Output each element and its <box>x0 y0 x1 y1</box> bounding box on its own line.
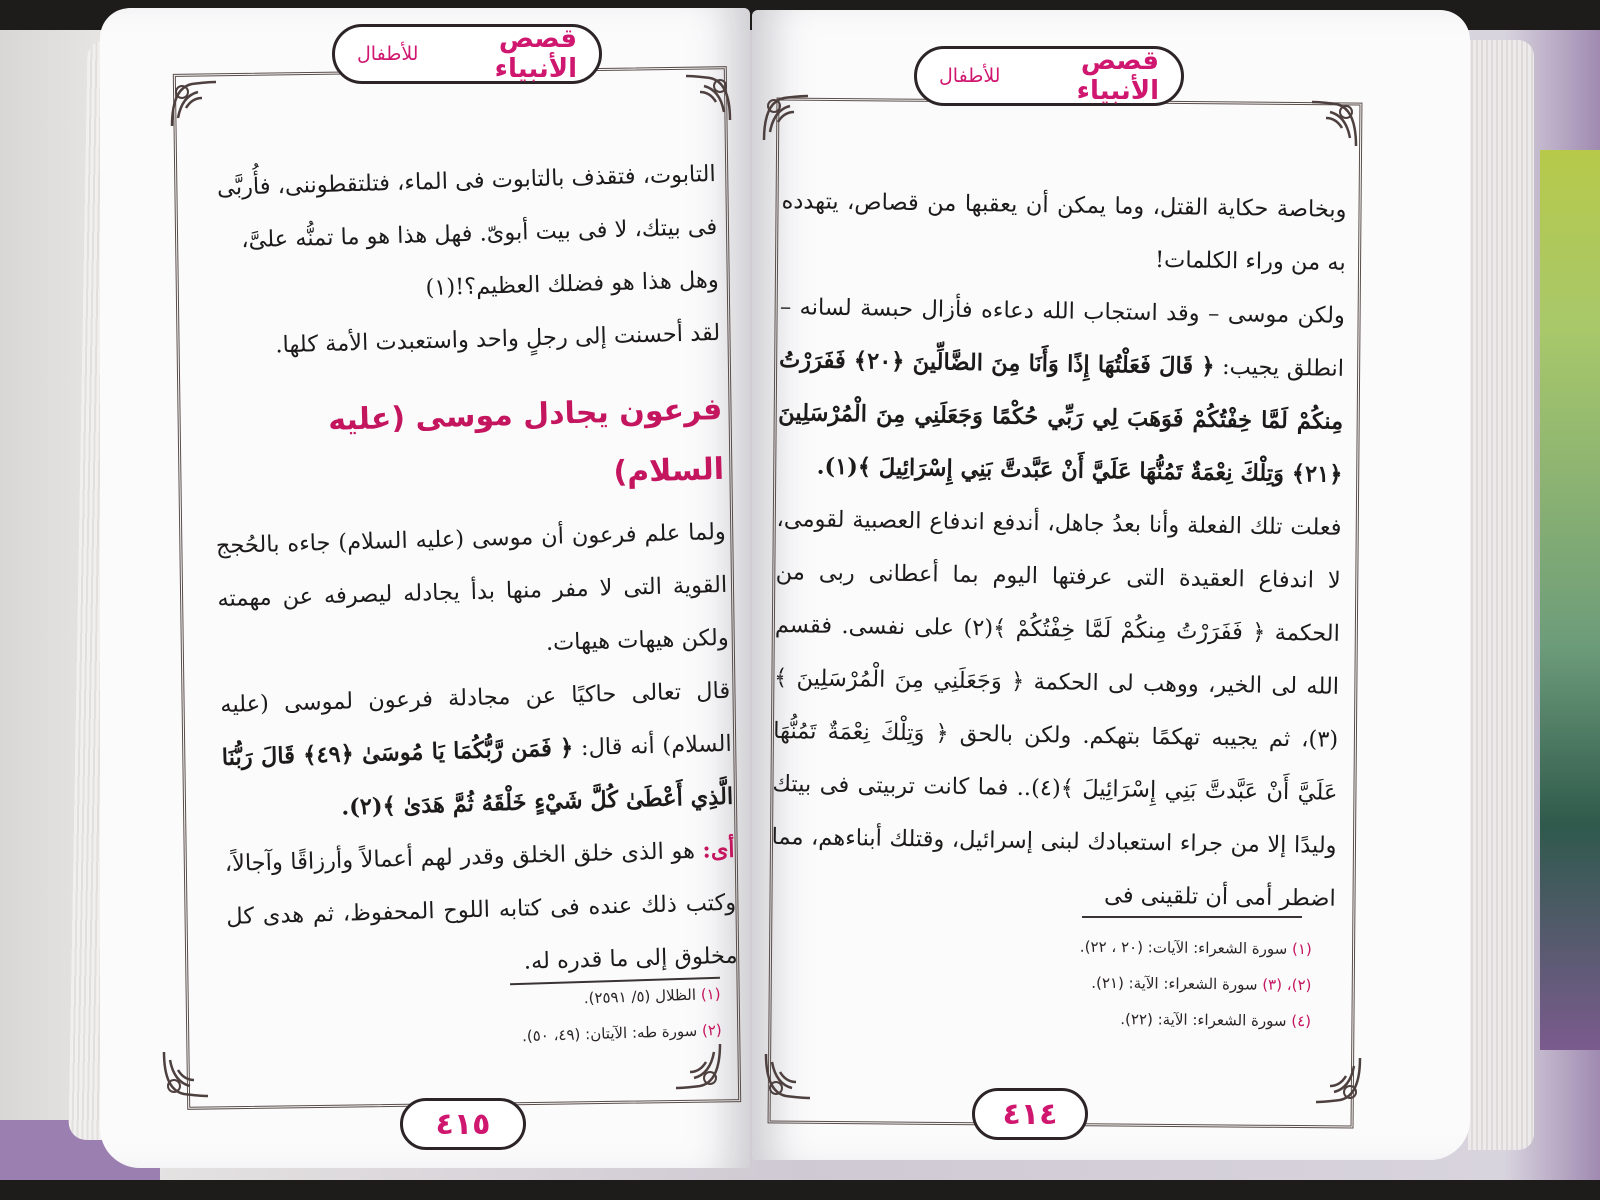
footnote-rule <box>1082 916 1302 918</box>
cover-artwork <box>1540 150 1600 1050</box>
text-line: لقد أحسنت إلى رجلٍ واحد واستعبدت الأمة كلها. <box>275 319 721 359</box>
corner-ornament-icon <box>682 72 734 124</box>
text-line: فى بيتك، لا فى بيت أبوىّ. فهل هذا هو ما تمنُّه علىَّ، <box>240 213 718 254</box>
footnote-text: سورة الشعراء: الآية: (٢١). <box>1091 973 1258 994</box>
footnotes <box>490 976 722 1055</box>
page-number: ٤١٤ <box>972 1088 1088 1140</box>
page-stack-right <box>1468 40 1534 1150</box>
paragraph-text: هو الذى خلق الخلق وقدر لهم أعمالاً وأرزاقًا وآجالاً، وكتب ذلك عنده فى كتابه اللوح المحفوظ، ثم هدى كل مخلوق إلى ما قدره له. <box>224 837 738 975</box>
footnote-number: (٢)، (٣) <box>1262 975 1312 995</box>
footnote-number: (١) <box>1291 939 1312 959</box>
header-title: قصص الأنبياء <box>1076 46 1159 106</box>
left-page-body <box>205 148 738 997</box>
footnote <box>1011 964 1311 1003</box>
header-subtitle: للأطفال <box>939 65 1001 87</box>
right-page-body <box>770 175 1347 926</box>
footnote-number: (١) <box>700 984 721 1004</box>
footnote <box>491 1012 722 1055</box>
corner-ornament-icon <box>760 92 812 144</box>
header-title: قصص الأنبياء <box>494 24 577 84</box>
left-page <box>100 8 750 1168</box>
quran-verse: ﴿ فَمَن رَّبُّكُمَا يَا مُوسَىٰ ﴿٤٩﴾ قَالَ رَبُّنَا الَّذِي أَعْطَىٰ كُلَّ شَيْءٍ خَلْقَهُ ثُمَّ هَدَىٰ ﴾(٢). <box>221 735 734 821</box>
paragraph <box>224 824 738 997</box>
header-subtitle: للأطفال <box>357 43 419 65</box>
footnote-text: سورة الشعراء: الآيات: (٢٠ ، ٢٢). <box>1079 937 1288 958</box>
corner-ornament-icon <box>762 1050 814 1102</box>
footnote <box>1011 1000 1311 1039</box>
footnote-text: سورة الشعراء: الآية: (٢٢). <box>1120 1010 1287 1030</box>
footnotes <box>1011 928 1312 1039</box>
paragraph-text: قال تعالى حاكيًا عن مجادلة فرعون لموسى (عليه السلام) أنه قال: <box>219 677 733 762</box>
footnote <box>1012 928 1312 967</box>
paragraph: فعلت تلك الفعلة وأنا بعدُ جاهل، أندفع اندفاع العصبية لقومى، لا اندفاع العقيدة التى عرفتها اليوم بما أعطانى ربى من الحكمة ﴿ فَفَرَرْتُ مِنكُمْ لَمَّا خِفْتُكُمْ ﴾(٢) على نفسى. فقسم الله لى الخير، ووهب لى الحكمة ﴿ وَجَعَلَنِي مِنَ الْمُرْسَلِينَ ﴾(٣)، ثم يجيبه تهكمًا بتهكم. ولكن بالحق ﴿ وَتِلْكَ نِعْمَةٌ تَمُنُّهَا عَلَيَّ أَنْ عَبَّدتَّ بَنِي إِسْرَائِيلَ ﴾(٤).. فما كانت تربيتى فى بيتك وليدًا إلا من جراء استعبادك لبنى إسرائيل، وقتلك أبناءهم، مما اضطر أمى أن تلقينى فى <box>771 505 1342 912</box>
quran-verse: ﴿ قَالَ فَعَلْتُهَا إِذًا وَأَنَا مِنَ الضَّالِّينَ ﴿٢٠﴾ فَفَرَرْتُ مِنكُمْ لَمَّا خِفْتُكُمْ فَوَهَبَ لِي رَبِّي حُكْمًا وَجَعَلَنِي مِنَ الْمُرْسَلِينَ ﴿٢١﴾ وَتِلْكَ نِعْمَةٌ تَمُنُّهَا عَلَيَّ أَنْ عَبَّدتَّ بَنِي إِسْرَائِيلَ ﴾(١). <box>778 346 1344 488</box>
section-heading: فرعون يجادل موسى (عليه السلام) <box>327 391 725 490</box>
footnote-text: سورة طه: الآيتان: (٤٩، ٥٠). <box>521 1021 698 1046</box>
paragraph: وبخاصة حكاية القتل، وما يمكن أن يعقبها من قصاص، يتهدده به من وراء الكلمات! <box>781 187 1347 276</box>
paragraph: ولما علم فرعون أن موسى (عليه السلام) جاءه بالحُجج القوية التى لا مفر منها بدأ يجادله ليصرفه عن مهمته ولكن هيهات هيهات. <box>215 518 730 656</box>
corner-ornament-icon <box>1312 1054 1364 1106</box>
paragraph-lead: أى: <box>702 836 735 864</box>
text-line: التابوت، فتقذف بالتابوت فى الماء، فتلتقطوننى، فأُربَّى <box>216 160 717 201</box>
footnote-number: (٢) <box>701 1020 722 1040</box>
footnote-number: (٤) <box>1291 1011 1312 1031</box>
paragraph-text: ولكن موسى – وقد استجاب الله دعاءه فأزال حبسة لسانه – انطلق يجيب: <box>779 293 1346 382</box>
paragraph <box>777 281 1345 502</box>
text-line: وهل هذا هو فضلك العظيم؟!(١) <box>425 266 720 302</box>
running-header <box>914 46 1184 106</box>
running-header <box>332 24 602 84</box>
corner-ornament-icon <box>168 78 220 130</box>
paragraph <box>220 665 734 838</box>
corner-ornament-icon <box>1308 98 1360 150</box>
corner-ornament-icon <box>160 1048 212 1100</box>
page-number: ٤١٥ <box>400 1098 526 1150</box>
right-page <box>752 10 1470 1160</box>
footnote-text: الظلال (٥/ ٢٥٩١). <box>583 985 697 1008</box>
